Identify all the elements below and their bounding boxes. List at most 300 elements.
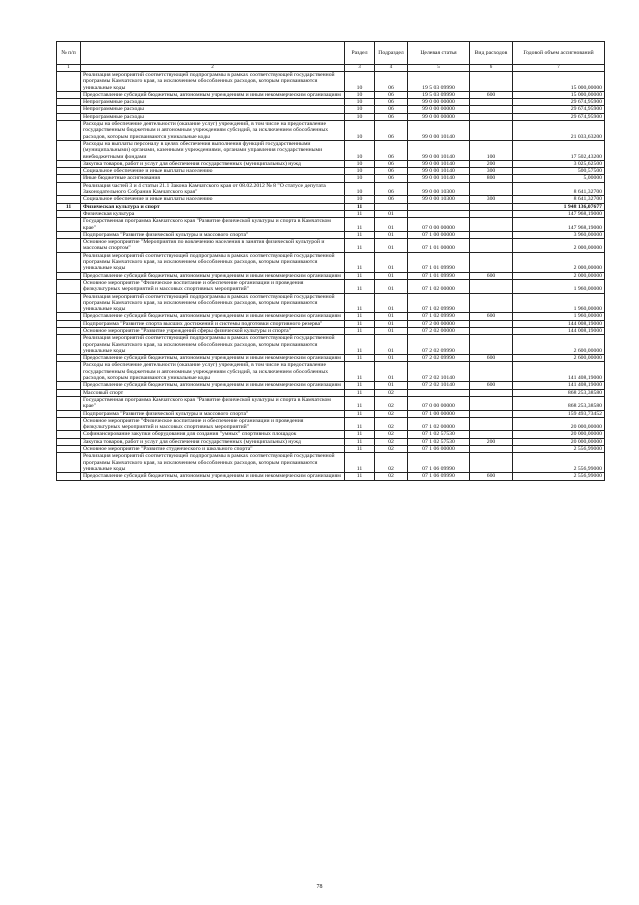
row-section: 11 [345,453,375,473]
row-subsection: 01 [375,335,408,355]
row-section: 11 [345,431,375,438]
col-number: 5 [408,65,470,72]
table-row [57,473,605,480]
header-expense-type: Вид расходов [470,42,513,65]
row-number [57,106,81,113]
row-name: Предоставление субсидий бюджетным, автономным учреждениям и иным некоммерческим организациям [81,355,345,362]
table-row [57,431,605,438]
row-target-article: 07 0 00 00000 [408,218,470,232]
row-expense-type [470,121,513,141]
row-number [57,293,81,313]
row-name: Реализация мероприятий соответствующей подпрограммы в рамках соответствующей государственной программы Камчатского края, за исключением обособленных расходов, которым присваиваются уникальные коды [81,453,345,473]
table-row [57,313,605,320]
row-name: Подпрограмма "Развитие спорта высших достижений и системы подготовки спортивного резерва" [81,320,345,327]
row-amount: 141 408,19000 [513,382,605,389]
row-name: Предоставление субсидий бюджетным, автономным учреждениям и иным некоммерческим организациям [81,272,345,279]
row-amount: 20 000,00000 [513,431,605,438]
header-subsection: Подраздел [375,42,408,65]
row-amount: 8 641,32700 [513,196,605,203]
table-row [57,231,605,238]
row-section: 11 [345,327,375,334]
row-amount: 144 008,19000 [513,320,605,327]
table-row [57,121,605,141]
row-section: 10 [345,140,375,160]
row-amount: 29 674,95900 [513,113,605,120]
table-row [57,252,605,272]
table-row [57,389,605,396]
table-row [57,106,605,113]
row-expense-type [470,113,513,120]
row-subsection: 06 [375,91,408,98]
row-name: Государственная программа Камчатского края "Развитие физической культуры и спорта в Камчатском крае" [81,218,345,232]
row-section: 10 [345,99,375,106]
row-name: Расходы на выплаты персоналу в целях обеспечения выполнения функций государственными (муниципальными) органами, казенными учреждениями, органами управления государственными внебюджетными фондами [81,140,345,160]
row-amount: 868 253,38580 [513,389,605,396]
row-section: 10 [345,168,375,175]
table-row [57,182,605,196]
row-subsection: 01 [375,320,408,327]
row-section: 11 [345,218,375,232]
row-expense-type [470,453,513,473]
table-row [57,355,605,362]
row-target-article: 07 1 06 09990 [408,453,470,473]
row-amount: 1 960,00000 [513,293,605,313]
row-name: Закупка товаров, работ и услуг для обеспечения государственных (муниципальных) нужд [81,160,345,167]
row-amount: 2 600,00000 [513,355,605,362]
row-amount: 29 674,95900 [513,99,605,106]
row-subsection: 06 [375,140,408,160]
row-subsection: 01 [375,239,408,253]
row-name: Софинансирование закупки оборудования для создания "умных" спортивных площадок [81,431,345,438]
row-expense-type [470,203,513,210]
row-subsection: 02 [375,473,408,480]
col-number: 2 [81,65,345,72]
row-expense-type [470,396,513,410]
row-amount: 1 948 136,07677 [513,203,605,210]
row-name: Реализация мероприятий соответствующей подпрограммы в рамках соответствующей государственной программы Камчатского края, за исключением обособленных расходов, которым присваиваются уникальные коды [81,335,345,355]
row-expense-type [470,389,513,396]
row-expense-type: 800 [470,175,513,182]
row-target-article: 07 1 02 00000 [408,417,470,431]
table-row [57,196,605,203]
row-expense-type [470,218,513,232]
row-section: 11 [345,382,375,389]
row-number [57,438,81,445]
row-section: 10 [345,121,375,141]
row-name: Физическая культура [81,210,345,217]
row-target-article: 19 5 03 09990 [408,91,470,98]
row-target-article: 07 1 01 09990 [408,252,470,272]
row-section: 11 [345,203,375,210]
table-row [57,320,605,327]
row-name: Иные бюджетные ассигнования [81,175,345,182]
row-number [57,431,81,438]
row-target-article: 99 0 00 00000 [408,106,470,113]
row-name: Реализация мероприятий соответствующей подпрограммы в рамках соответствующей государственной программы Камчатского края, за исключением обособленных расходов, которым присваиваются уникальные коды [81,72,345,92]
row-section: 10 [345,113,375,120]
row-expense-type [470,335,513,355]
row-number [57,72,81,92]
row-number [57,272,81,279]
row-number [57,218,81,232]
header-amount: Годовой объем ассигнований [513,42,605,65]
row-target-article: 07 1 06 09990 [408,473,470,480]
row-section: 10 [345,196,375,203]
row-name: Подпрограмма "Развитие физической культуры и массового спорта" [81,410,345,417]
row-subsection: 01 [375,252,408,272]
row-target-article: 07 1 01 00000 [408,239,470,253]
row-expense-type [470,410,513,417]
row-target-article: 99 0 00 00000 [408,99,470,106]
row-subsection: 02 [375,431,408,438]
row-target-article: 07 1 06 00000 [408,446,470,453]
row-target-article: 07 1 02 57530 [408,438,470,445]
row-target-article: 99 0 00 10140 [408,121,470,141]
table-row [57,203,605,210]
row-section: 11 [345,446,375,453]
row-expense-type [470,446,513,453]
row-section: 11 [345,313,375,320]
row-target-article: 99 0 00 10140 [408,140,470,160]
table-row [57,279,605,293]
row-subsection: 02 [375,446,408,453]
row-subsection: 01 [375,313,408,320]
row-target-article [408,389,470,396]
row-number [57,196,81,203]
row-expense-type: 600 [470,473,513,480]
row-target-article: 07 2 02 10140 [408,362,470,382]
row-subsection: 01 [375,272,408,279]
row-expense-type [470,239,513,253]
row-subsection: 06 [375,175,408,182]
row-amount: 17 502,43200 [513,140,605,160]
row-target-article: 07 1 02 57530 [408,431,470,438]
row-name: Расходы на обеспечение деятельности (оказание услуг) учреждений, в том числе на предоставление государственным бюджетным и автономным учреждениям субсидий, за исключением обособленных расходов, которым присваиваются уникальные коды [81,121,345,141]
row-subsection: 06 [375,113,408,120]
row-subsection: 01 [375,293,408,313]
row-expense-type [470,210,513,217]
row-subsection: 06 [375,99,408,106]
table-row [57,175,605,182]
row-subsection: 01 [375,355,408,362]
row-subsection: 01 [375,210,408,217]
row-section: 11 [345,335,375,355]
row-target-article: 07 1 02 09990 [408,293,470,313]
row-amount: 2 000,00000 [513,272,605,279]
row-name: Расходы на обеспечение деятельности (оказание услуг) учреждений, в том числе на предоставление государственным бюджетным и автономным учреждениям субсидий, за исключением обособленных расходов, которым присваиваются уникальные коды [81,362,345,382]
row-number [57,313,81,320]
row-subsection: 02 [375,410,408,417]
table-row [57,446,605,453]
row-amount: 500,57500 [513,168,605,175]
row-section: 11 [345,320,375,327]
row-amount: 159 493,73452 [513,410,605,417]
col-number: 1 [57,65,81,72]
row-subsection: 01 [375,218,408,232]
row-section: 11 [345,410,375,417]
row-amount: 144 008,19000 [513,327,605,334]
row-expense-type: 600 [470,382,513,389]
row-amount: 8 641,32700 [513,182,605,196]
row-target-article: 07 0 00 00000 [408,396,470,410]
row-section: 11 [345,362,375,382]
row-section: 11 [345,252,375,272]
row-expense-type [470,327,513,334]
row-section: 10 [345,175,375,182]
row-number [57,355,81,362]
row-subsection: 06 [375,196,408,203]
row-number [57,446,81,453]
row-name: Государственная программа Камчатского края "Развитие физической культуры и спорта в Камчатском крае" [81,396,345,410]
row-name: Предоставление субсидий бюджетным, автономным учреждениям и иным некоммерческим организациям [81,91,345,98]
row-name: Реализация частей 3 и 4 статьи 21.1 Закона Камчатского края от 08.02.2012 № 8 "О статусе депутата Законодательного Собрания Камчатского края" [81,182,345,196]
row-name: Массовый спорт [81,389,345,396]
row-subsection: 06 [375,72,408,92]
row-expense-type: 100 [470,140,513,160]
row-name: Основное мероприятие "Развитие учреждений сферы физической культуры и спорта" [81,327,345,334]
row-subsection: 06 [375,168,408,175]
row-name: Социальное обеспечение и иные выплаты населению [81,196,345,203]
row-subsection: 01 [375,231,408,238]
row-subsection: 02 [375,438,408,445]
row-section: 11 [345,417,375,431]
row-number [57,327,81,334]
table-row [57,382,605,389]
row-amount: 147 968,19000 [513,218,605,232]
table-row [57,140,605,160]
row-number [57,252,81,272]
row-section: 11 [345,389,375,396]
row-expense-type [470,279,513,293]
row-expense-type: 200 [470,160,513,167]
table-row [57,293,605,313]
table-row [57,410,605,417]
row-section: 11 [345,396,375,410]
row-subsection: 06 [375,182,408,196]
row-target-article: 99 0 00 10300 [408,196,470,203]
row-number: 11 [57,203,81,210]
table-row [57,417,605,431]
row-number [57,320,81,327]
row-amount: 15 000,00000 [513,91,605,98]
table-row [57,72,605,92]
row-name: Закупка товаров, работ и услуг для обеспечения государственных (муниципальных) нужд [81,438,345,445]
row-target-article [408,203,470,210]
row-expense-type: 600 [470,272,513,279]
row-section: 11 [345,355,375,362]
row-name: Социальное обеспечение и иные выплаты населению [81,168,345,175]
row-amount: 2 000,00000 [513,239,605,253]
row-section: 11 [345,438,375,445]
row-number [57,335,81,355]
row-expense-type [470,417,513,431]
row-name: Физическая культура и спорт [81,203,345,210]
row-name: Основное мероприятие "Физическое воспитание и обеспечение организации и проведения физкультурных мероприятий и массовых спортивных мероприятий" [81,279,345,293]
table-row [57,218,605,232]
row-target-article [408,210,470,217]
header-row [57,42,605,65]
row-number [57,239,81,253]
row-number [57,389,81,396]
row-section: 11 [345,210,375,217]
row-section: 10 [345,182,375,196]
row-amount: 1 960,00000 [513,279,605,293]
budget-table [56,41,605,481]
row-target-article: 99 0 00 10300 [408,182,470,196]
table-row [57,210,605,217]
row-target-article: 07 2 02 09990 [408,355,470,362]
row-subsection: 01 [375,362,408,382]
header-section: Раздел [345,42,375,65]
row-name: Непрограммные расходы [81,106,345,113]
row-subsection: 06 [375,106,408,113]
table-row [57,362,605,382]
row-amount: 15 000,00000 [513,72,605,92]
row-section: 11 [345,473,375,480]
row-amount: 1 960,00000 [513,313,605,320]
row-number [57,160,81,167]
table-row [57,239,605,253]
row-target-article: 07 2 02 00000 [408,327,470,334]
col-number: 3 [345,65,375,72]
row-number [57,473,81,480]
row-subsection: 01 [375,279,408,293]
row-expense-type: 600 [470,91,513,98]
row-target-article: 07 1 00 00000 [408,231,470,238]
row-subsection: 02 [375,389,408,396]
row-subsection: 06 [375,160,408,167]
header-target: Целевая статья [408,42,470,65]
row-name: Подпрограмма "Развитие физической культуры и массового спорта" [81,231,345,238]
row-number [57,382,81,389]
row-amount: 147 968,19000 [513,210,605,217]
row-section: 11 [345,293,375,313]
row-expense-type [470,293,513,313]
row-target-article: 07 1 02 09990 [408,313,470,320]
table-row [57,272,605,279]
row-number [57,182,81,196]
row-section: 10 [345,106,375,113]
row-amount: 21 033,63200 [513,121,605,141]
row-subsection: 02 [375,453,408,473]
page-number: 78 [316,884,323,890]
row-amount: 2 556,99000 [513,473,605,480]
header-num: № п/п [57,42,81,65]
row-expense-type [470,72,513,92]
row-expense-type [470,362,513,382]
row-amount: 868 253,38580 [513,396,605,410]
row-amount: 20 000,00000 [513,438,605,445]
table-row [57,327,605,334]
row-subsection: 02 [375,396,408,410]
row-subsection: 06 [375,121,408,141]
table-row [57,113,605,120]
row-amount: 2 556,99000 [513,446,605,453]
row-number [57,210,81,217]
table-row [57,396,605,410]
row-amount: 3 025,62500 [513,160,605,167]
row-target-article: 99 0 00 10140 [408,168,470,175]
row-target-article: 07 2 02 09990 [408,335,470,355]
row-number [57,91,81,98]
row-number [57,279,81,293]
row-name: Реализация мероприятий соответствующей подпрограммы в рамках соответствующей государственной программы Камчатского края, за исключением обособленных расходов, которым присваиваются уникальные коды [81,252,345,272]
row-amount: 29 674,95900 [513,106,605,113]
row-amount: 2 556,99000 [513,453,605,473]
row-number [57,168,81,175]
row-section: 11 [345,272,375,279]
row-subsection: 02 [375,417,408,431]
row-target-article: 07 1 00 00000 [408,410,470,417]
row-expense-type [470,431,513,438]
row-name: Основное мероприятие "Физическое воспитание и обеспечение организации и проведения физкультурных мероприятий и массовых спортивных мероприятий" [81,417,345,431]
table-row [57,91,605,98]
table-row [57,99,605,106]
row-amount: 141 408,19000 [513,362,605,382]
row-number [57,396,81,410]
row-number [57,362,81,382]
row-expense-type: 300 [470,196,513,203]
row-expense-type [470,320,513,327]
row-section: 10 [345,72,375,92]
row-section: 10 [345,160,375,167]
row-section: 10 [345,91,375,98]
row-target-article: 07 2 00 00000 [408,320,470,327]
row-amount: 5,00000 [513,175,605,182]
table-row [57,453,605,473]
row-expense-type [470,231,513,238]
row-number [57,453,81,473]
row-target-article: 07 1 02 00000 [408,279,470,293]
row-target-article: 07 1 01 09990 [408,272,470,279]
row-expense-type [470,182,513,196]
row-number [57,175,81,182]
table-body [57,72,605,481]
row-subsection [375,203,408,210]
header-name [81,42,345,65]
row-name: Непрограммные расходы [81,99,345,106]
row-number [57,140,81,160]
row-subsection: 01 [375,382,408,389]
row-target-article: 99 0 00 10140 [408,160,470,167]
row-number [57,121,81,141]
row-number [57,231,81,238]
row-subsection: 01 [375,327,408,334]
row-target-article: 99 0 00 00000 [408,113,470,120]
row-expense-type: 600 [470,313,513,320]
row-number [57,99,81,106]
row-number [57,417,81,431]
row-number [57,113,81,120]
row-amount: 2 000,00000 [513,252,605,272]
table-row [57,335,605,355]
row-expense-type [470,106,513,113]
row-amount: 3 960,00000 [513,231,605,238]
row-amount: 20 000,00000 [513,417,605,431]
row-number [57,410,81,417]
row-name: Непрограммные расходы [81,113,345,120]
table-row [57,438,605,445]
col-number: 7 [513,65,605,72]
row-name: Предоставление субсидий бюджетным, автономным учреждениям и иным некоммерческим организациям [81,473,345,480]
row-target-article: 07 2 02 10140 [408,382,470,389]
row-name: Предоставление субсидий бюджетным, автономным учреждениям и иным некоммерческим организациям [81,313,345,320]
row-expense-type: 200 [470,438,513,445]
col-number: 6 [470,65,513,72]
row-expense-type [470,99,513,106]
row-name: Основное мероприятие "Мероприятия по вовлечению населения в занятия физической культурой и массовым спортом" [81,239,345,253]
table-row [57,168,605,175]
